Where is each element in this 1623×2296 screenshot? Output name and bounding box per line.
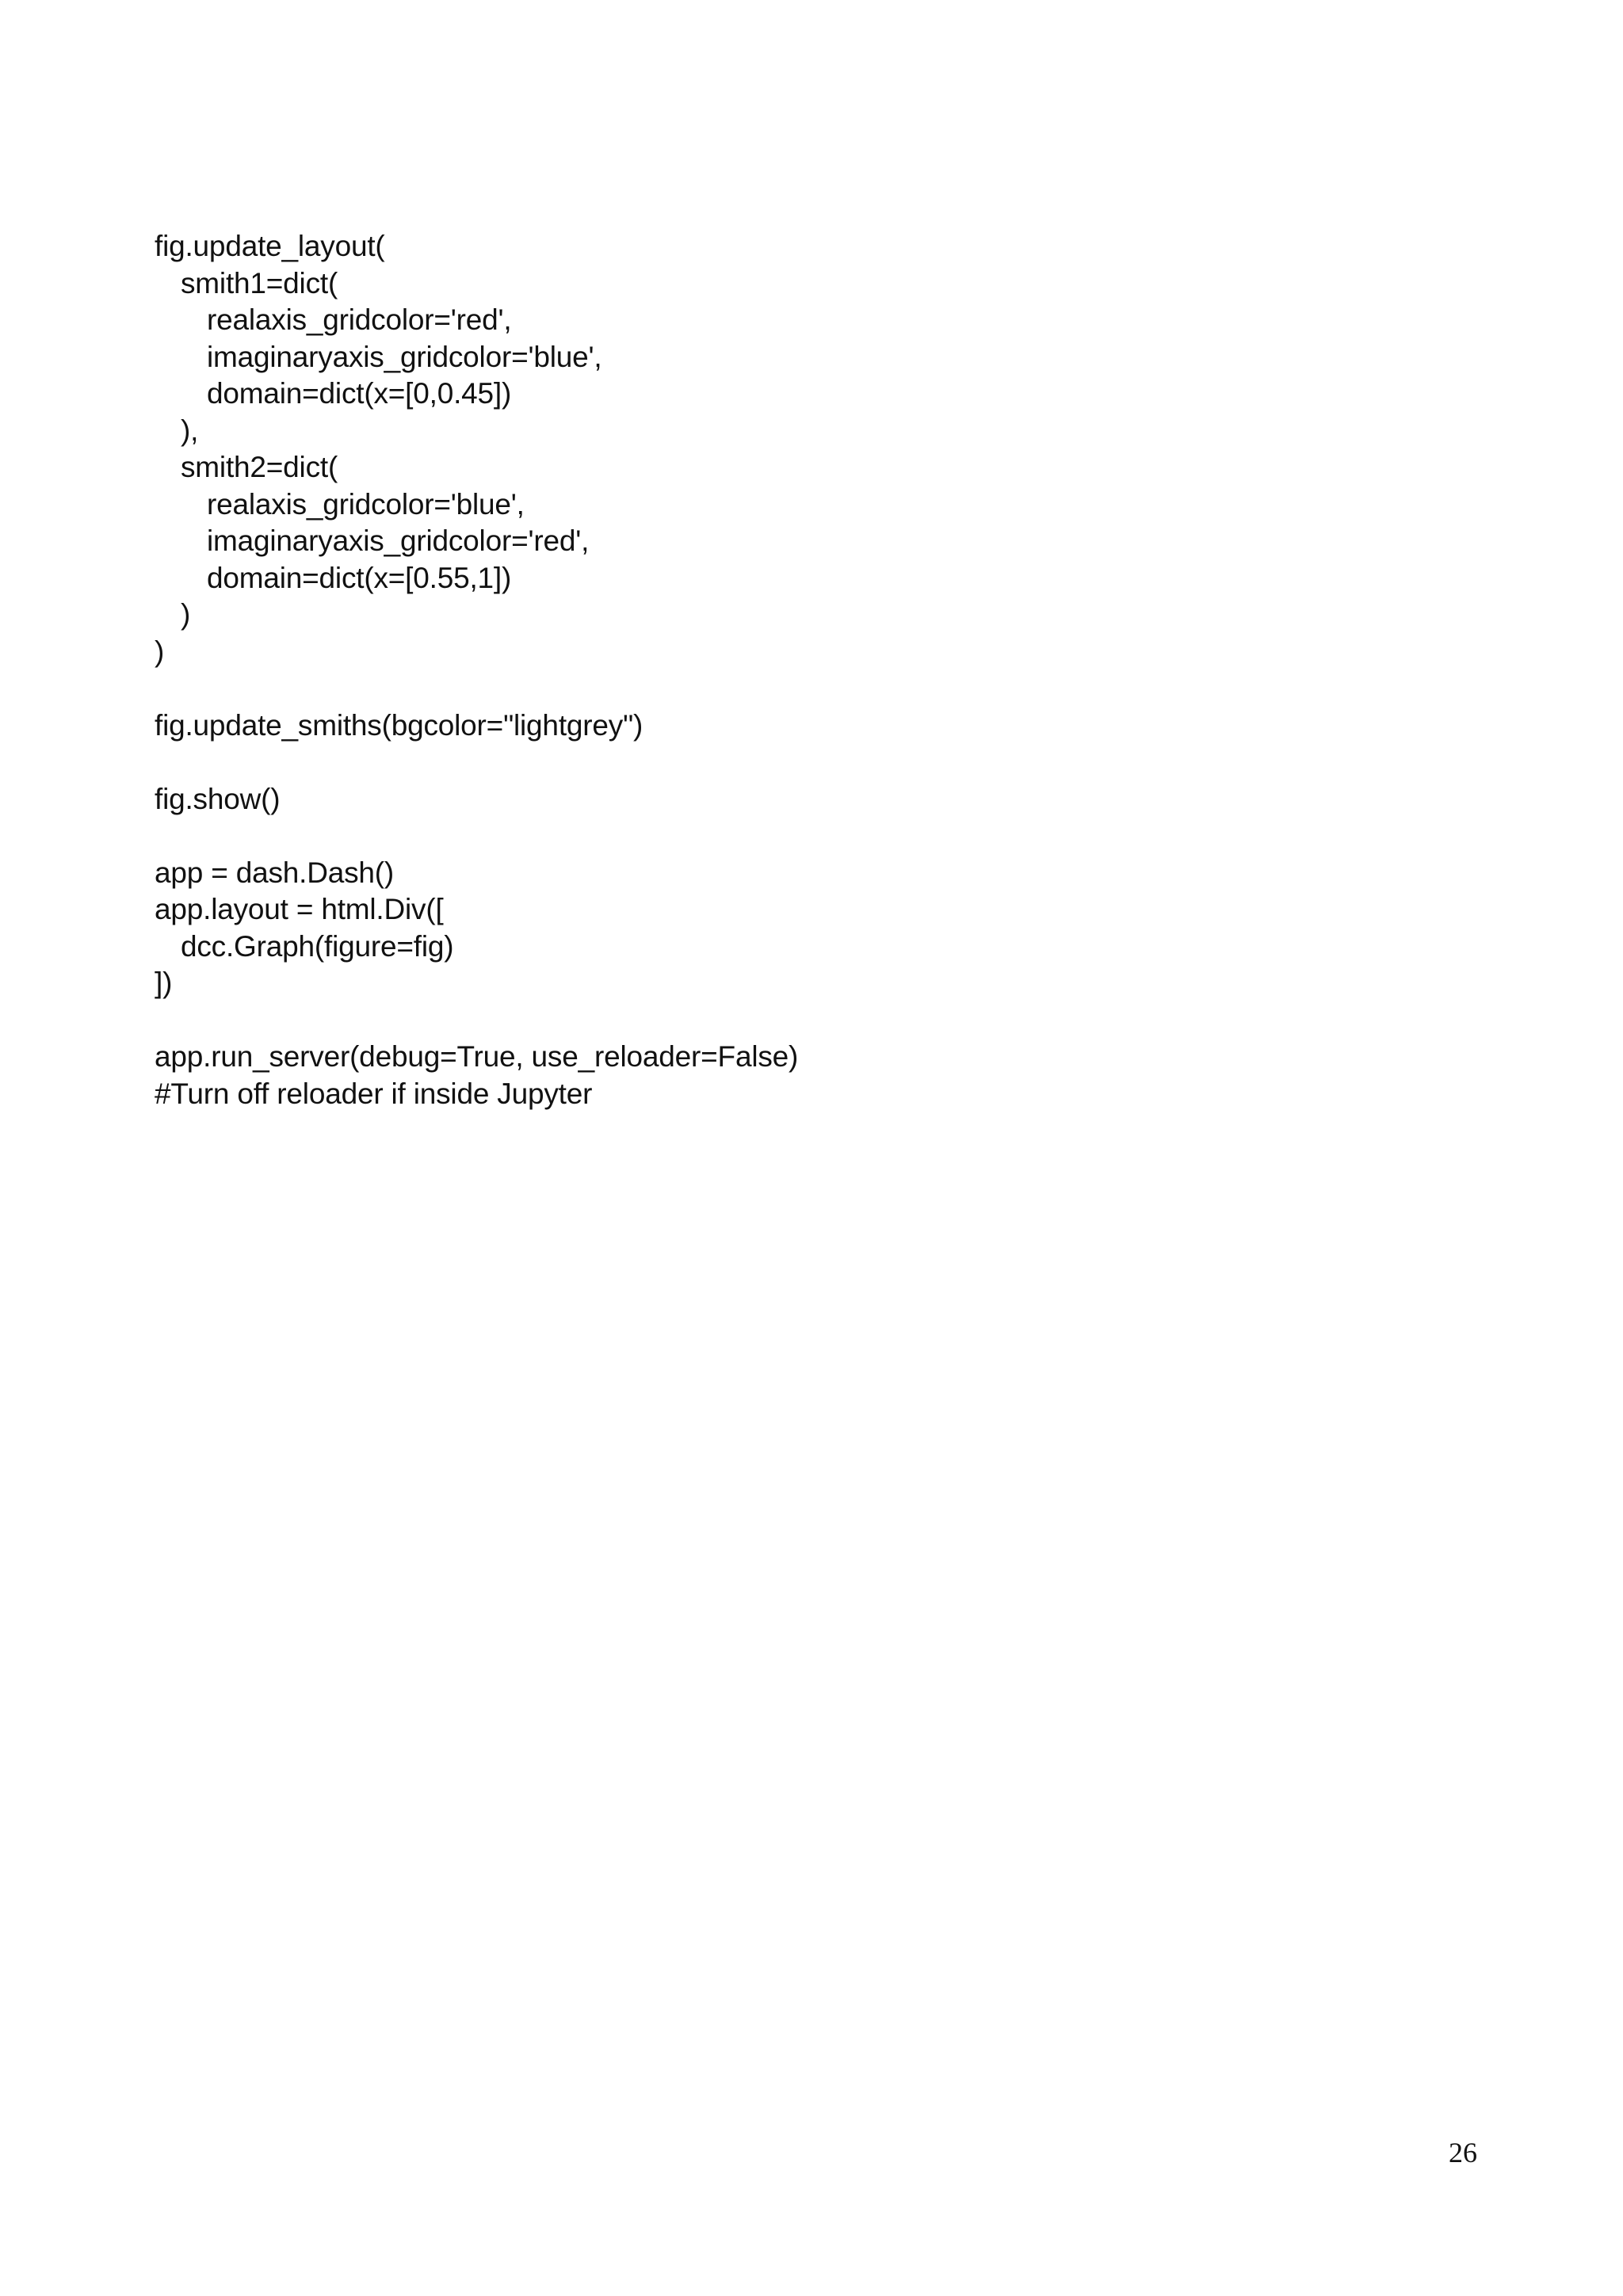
code-line: fig.update_layout(: [155, 230, 385, 262]
code-line: domain=dict(x=[0.55,1]): [207, 561, 512, 594]
code-line: app = dash.Dash(): [155, 856, 395, 889]
code-line: smith1=dict(: [181, 266, 338, 299]
blank-line: [155, 744, 1502, 781]
blank-line: [155, 818, 1502, 855]
code-line: app.run_server(debug=True, use_reloader=False): [155, 1040, 799, 1073]
code-line: app.layout = html.Div([: [155, 893, 444, 925]
code-comment: #Turn off reloader if inside Jupyter: [155, 1077, 593, 1110]
code-line: imaginaryaxis_gridcolor='blue',: [207, 340, 602, 373]
code-line: realaxis_gridcolor='blue',: [207, 487, 525, 521]
code-line: realaxis_gridcolor='red',: [207, 303, 512, 336]
blank-line: [155, 670, 1502, 707]
code-line: ): [181, 598, 191, 631]
code-line: ): [155, 635, 165, 668]
code-line: domain=dict(x=[0,0.45]): [207, 377, 512, 410]
code-line: dcc.Graph(figure=fig): [181, 929, 454, 963]
code-line: imaginaryaxis_gridcolor='red',: [207, 524, 590, 557]
code-listing: [155, 228, 1502, 1112]
blank-line: [155, 1002, 1502, 1039]
code-line: fig.update_smiths(bgcolor="lightgrey"): [155, 708, 643, 742]
code-line: ),: [181, 414, 199, 447]
page-number: 26: [1449, 2137, 1477, 2168]
code-line: smith2=dict(: [181, 451, 338, 483]
code-line: ]): [155, 967, 173, 999]
code-line: fig.show(): [155, 782, 281, 815]
